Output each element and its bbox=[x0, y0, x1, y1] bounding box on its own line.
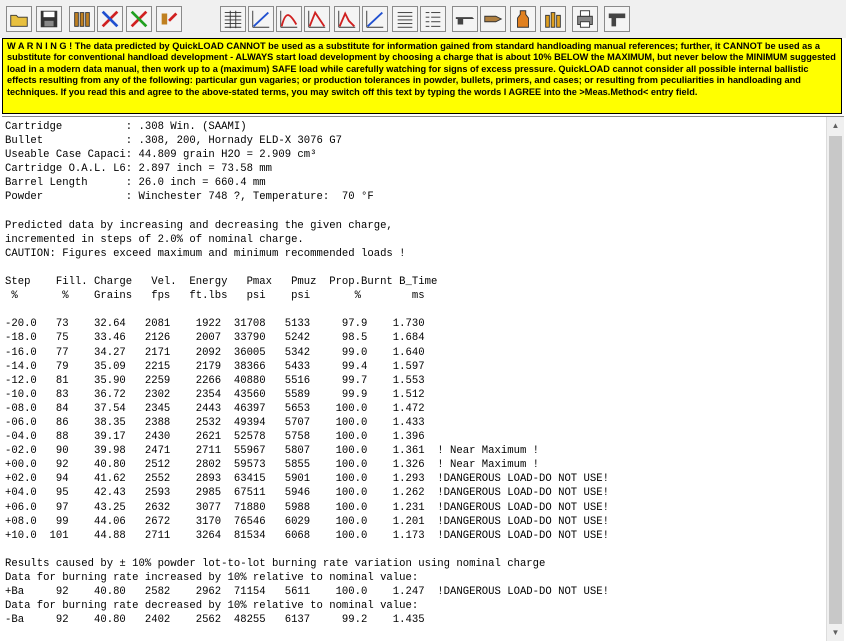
output-line: -12.0 81 35.90 2259 2266 40880 5516 99.7 1.553 bbox=[5, 374, 425, 387]
output-line: -06.0 86 38.35 2388 2532 49394 5707 100.0 1.433 bbox=[5, 416, 425, 429]
chart-burn-icon bbox=[336, 8, 358, 30]
scrollbar-thumb[interactable] bbox=[829, 136, 842, 626]
cartridge-db-icon bbox=[71, 8, 93, 30]
chart-velocity-icon bbox=[278, 8, 300, 30]
output-text bbox=[5, 120, 820, 642]
output-line: Data for burning rate decreased by 10% relative to nominal value: bbox=[5, 600, 419, 613]
output-line: -18.0 75 33.46 2126 2007 33790 5242 98.5 1.684 bbox=[5, 332, 425, 345]
warning-banner bbox=[2, 38, 842, 114]
output-line: CAUTION: Figures exceed maximum and minimum recommended loads ! bbox=[5, 247, 406, 260]
output-line: Cartridge : .308 Win. (SAAMI) bbox=[5, 121, 247, 133]
output-line: Powder : Winchester 748 ?, Temperature: 70 °F bbox=[5, 191, 374, 204]
list-detail-button[interactable] bbox=[420, 6, 446, 32]
cartridges-button[interactable] bbox=[540, 6, 566, 32]
edit-data-icon bbox=[158, 8, 180, 30]
output-line bbox=[5, 543, 820, 557]
rifle-icon bbox=[454, 8, 476, 30]
bullet-db-icon bbox=[99, 8, 121, 30]
scroll-up-arrow-icon[interactable]: ▲ bbox=[827, 117, 844, 134]
bullet-db-button[interactable] bbox=[97, 6, 123, 32]
table-button[interactable] bbox=[220, 6, 246, 32]
cartridge-db-button[interactable] bbox=[69, 6, 95, 32]
chart-pressure-icon bbox=[250, 8, 272, 30]
chart-energy-icon bbox=[306, 8, 328, 30]
list-output-button[interactable] bbox=[392, 6, 418, 32]
output-line: % % Grains fps ft.lbs psi psi % ms bbox=[5, 290, 425, 303]
chart-compare-button[interactable] bbox=[362, 6, 388, 32]
output-line bbox=[5, 205, 820, 219]
output-line: +Ba 92 40.80 2582 2962 71154 5611 100.0 1.247 !DANGEROUS LOAD-DO NOT USE! bbox=[5, 586, 609, 599]
output-panel bbox=[2, 116, 844, 641]
chart-energy-button[interactable] bbox=[304, 6, 330, 32]
output-line: Predicted data by increasing and decreasing the given charge, bbox=[5, 219, 393, 232]
powder-flask-button[interactable] bbox=[510, 6, 536, 32]
bullet-button[interactable] bbox=[480, 6, 506, 32]
chart-burn-button[interactable] bbox=[334, 6, 360, 32]
output-line: -10.0 83 36.72 2302 2354 43560 5589 99.9 1.512 bbox=[5, 388, 425, 401]
output-line: Step Fill. Charge Vel. Energy Pmax Pmuz Prop.Burnt B_Time bbox=[5, 276, 438, 289]
output-line bbox=[5, 303, 820, 317]
output-line: incremented in steps of 2.0% of nominal charge. bbox=[5, 233, 304, 246]
output-line: +10.0 101 44.88 2711 3264 81534 6068 100.0 1.173 !DANGEROUS LOAD-DO NOT USE! bbox=[5, 529, 609, 542]
print-button[interactable] bbox=[572, 6, 598, 32]
powder-db-button[interactable] bbox=[126, 6, 152, 32]
output-line: Cartridge O.A.L. L6: 2.897 inch = 73.58 mm bbox=[5, 163, 273, 176]
chart-compare-icon bbox=[364, 8, 386, 30]
output-line: -04.0 88 39.17 2430 2621 52578 5758 100.0 1.396 bbox=[5, 431, 425, 444]
open-file-button[interactable] bbox=[6, 6, 32, 32]
table-icon bbox=[222, 8, 244, 30]
output-line: -08.0 84 37.54 2345 2443 46397 5653 100.0 1.472 bbox=[5, 402, 425, 415]
output-line: Data for burning rate increased by 10% relative to nominal value: bbox=[5, 572, 419, 584]
output-line: -Ba 92 40.80 2402 2562 48255 6137 99.2 1.435 bbox=[5, 614, 425, 627]
output-line: -02.0 90 39.98 2471 2711 55967 5807 100.0 1.361 ! Near Maximum ! bbox=[5, 445, 540, 458]
edit-data-button[interactable] bbox=[156, 6, 182, 32]
output-line: +02.0 94 41.62 2552 2893 63415 5901 100.0 1.293 !DANGEROUS LOAD-DO NOT USE! bbox=[5, 473, 609, 486]
output-line: +00.0 92 40.80 2512 2802 59573 5855 100.0 1.326 ! Near Maximum ! bbox=[5, 459, 540, 472]
pistol-icon bbox=[606, 8, 628, 30]
scroll-down-arrow-icon[interactable]: ▼ bbox=[827, 624, 844, 641]
save-button[interactable] bbox=[36, 6, 62, 32]
output-line: Results caused by ± 10% powder lot-to-lot burning rate variation using nominal charge bbox=[5, 557, 546, 570]
powder-db-icon bbox=[128, 8, 150, 30]
pistol-button[interactable] bbox=[604, 6, 630, 32]
list-detail-icon bbox=[422, 8, 444, 30]
save-icon bbox=[38, 8, 60, 30]
output-line: Useable Case Capaci: 44.809 grain H2O = 2.909 cm³ bbox=[5, 149, 317, 162]
powder-flask-icon bbox=[512, 8, 534, 30]
rifle-button[interactable] bbox=[452, 6, 478, 32]
chart-pressure-button[interactable] bbox=[248, 6, 274, 32]
output-line: -16.0 77 34.27 2171 2092 36005 5342 99.0 1.640 bbox=[5, 346, 425, 359]
output-line: -20.0 73 32.64 2081 1922 31708 5133 97.9 1.730 bbox=[5, 318, 425, 331]
output-line: +08.0 99 44.06 2672 3170 76546 6029 100.0 1.201 !DANGEROUS LOAD-DO NOT USE! bbox=[5, 515, 609, 528]
cartridges-icon bbox=[542, 8, 564, 30]
output-line: Barrel Length : 26.0 inch = 660.4 mm bbox=[5, 177, 266, 190]
print-icon bbox=[574, 8, 596, 30]
output-line: +04.0 95 42.43 2593 2985 67511 5946 100.0 1.262 !DANGEROUS LOAD-DO NOT USE! bbox=[5, 487, 609, 500]
chart-velocity-button[interactable] bbox=[276, 6, 302, 32]
warning-text: W A R N I N G ! The data predicted by QuickLOAD CANNOT be used as a substitute for information gained from standard handloading manual references; further, it CANNOT be used as a substitute for conventional handload development - ALWAYS start load development by choosing a charge that is about 10% BELOW the MAXIMUM, but never below the MINIMUM suggested load in a modern data manual, then work up to a (maximum) SAFE load while carefully watching for signs of excess pressure. QuickLOAD cannot consider all possible internal ballistic effects resulting from any of the following: particular gun vagaries; or production tolerances in powder, bullets, primers, and cases; or resulting from peculiarities in handloading and techniques. If you read this and agree to the above-stated terms, you may switch off this text by typing the words I AGREE into the >Meas.Method< entry field. bbox=[7, 41, 836, 97]
output-line: +06.0 97 43.25 2632 3077 71880 5988 100.0 1.231 !DANGEROUS LOAD-DO NOT USE! bbox=[5, 501, 609, 514]
open-file-icon bbox=[8, 8, 30, 30]
list-output-icon bbox=[394, 8, 416, 30]
vertical-scrollbar[interactable] bbox=[826, 117, 844, 641]
output-line bbox=[5, 261, 820, 275]
output-line: Bullet : .308, 200, Hornady ELD-X 3076 G7 bbox=[5, 135, 342, 148]
output-line: -14.0 79 35.09 2215 2179 38366 5433 99.4 1.597 bbox=[5, 360, 425, 373]
toolbar bbox=[0, 0, 846, 38]
bullet-icon bbox=[482, 8, 504, 30]
